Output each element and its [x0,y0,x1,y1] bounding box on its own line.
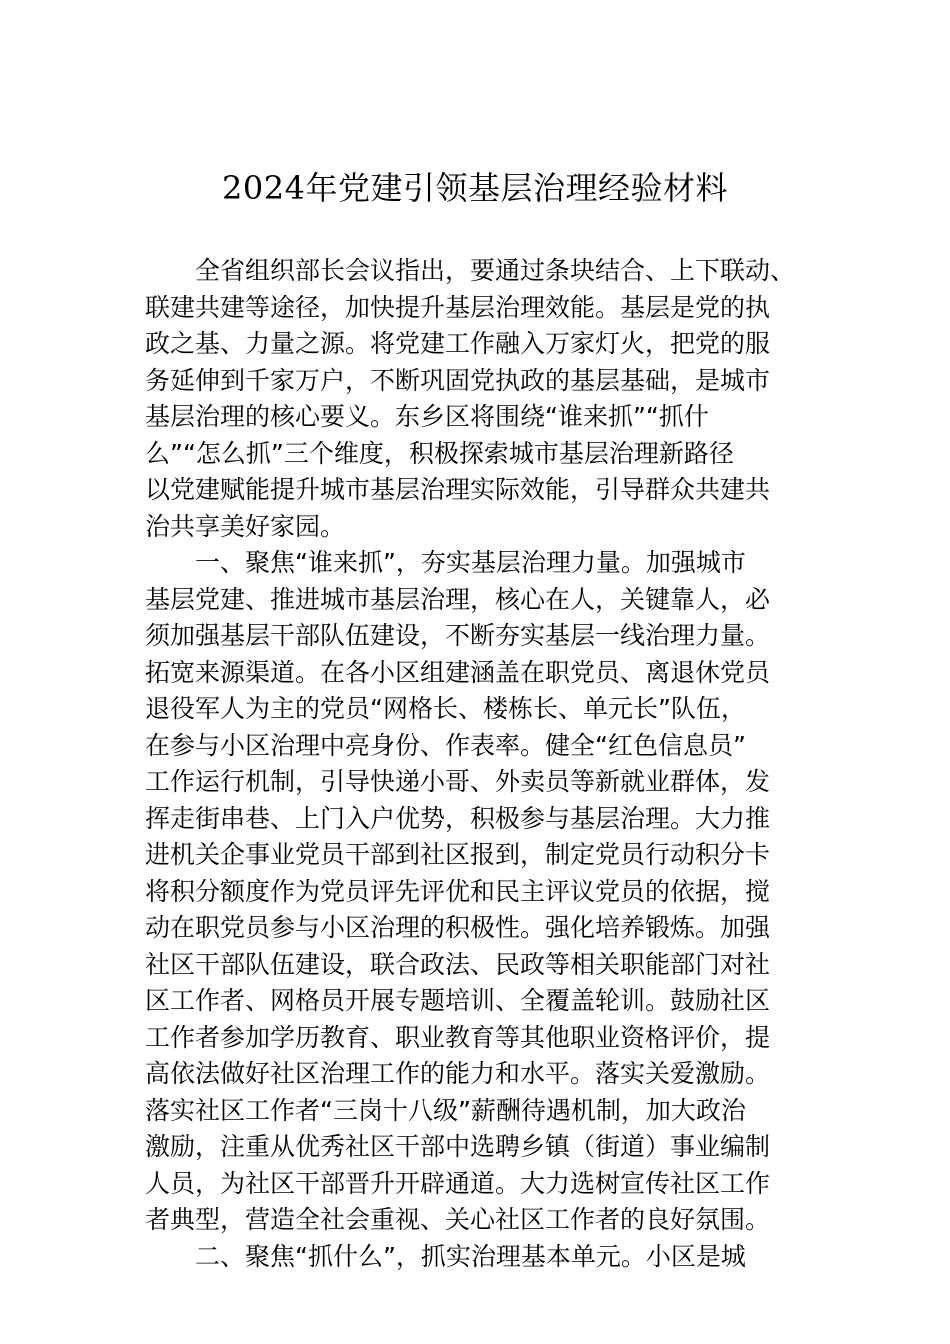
paragraph-line: 将积分额度作为党员评先评优和民主评议党员的依据，搅 [145,876,771,906]
paragraph-line: 么”“怎么抓”三个维度，积极探索城市基层治理新路径 [145,438,734,468]
paragraph-line: 落实社区工作者“三岗十八级”薪酬待遇机制，加大政治 [145,1095,746,1125]
paragraph-line: 者典型，营造全社会重视、关心社区工作者的良好氛围。 [145,1205,771,1234]
paragraph-line: 以党建赋能提升城市基层治理实际效能，引导群众共建共 [145,475,771,504]
paragraph-line: 工作者参加学历教育、职业教育等其他职业资格评价，提 [145,1022,771,1052]
paragraph-line: 人员，为社区干部晋升开辟通道。大力选树宣传社区工作 [145,1168,771,1198]
paragraph-line: 挥走街串巷、上门入户优势，积极参与基层治理。大力推 [145,803,771,833]
document-title: 2024年党建引领基层治理经验材料 [222,169,728,207]
paragraph-line: 退役军人为主的党员“网格长、楼栋长、单元长”队伍， [145,694,746,723]
paragraph-line: 二、聚焦“抓什么”，抓实治理基本单元。小区是城 [195,1241,746,1271]
paragraph-line: 高依法做好社区治理工作的能力和水平。落实关爱激励。 [145,1059,771,1088]
paragraph-line: 务延伸到千家万户，不断巩固党执政的基层基础，是城市 [145,365,771,395]
document-body [145,253,805,1275]
paragraph-line: 须加强基层干部队伍建设，不断夯实基层一线治理力量。 [145,621,771,650]
paragraph-line: 激励，注重从优秀社区干部中选聘乡镇（街道）事业编制 [145,1132,771,1161]
paragraph-line: 联建共建等途径，加快提升基层治理效能。基层是党的执 [145,292,771,322]
paragraph-line: 拓宽来源渠道。在各小区组建涵盖在职党员、离退休党员 [145,657,771,687]
paragraph-line: 一、聚焦“谁来抓”，夯实基层治理力量。加强城市 [195,548,746,577]
paragraph-line: 社区干部队伍建设，联合政法、民政等相关职能部门对社 [145,949,771,979]
paragraph-line: 进机关企事业党员干部到社区报到，制定党员行动积分卡 [145,840,771,869]
paragraph-line: 工作运行机制，引导快递小哥、外卖员等新就业群体，发 [145,767,771,796]
paragraph-line: 治共享美好家园。 [145,511,346,541]
paragraph-line: 全省组织部长会议指出，要通过条块结合、上下联动、 [195,256,796,285]
paragraph-line: 政之基、力量之源。将党建工作融入万家灯火，把党的服 [145,329,771,358]
paragraph-line: 在参与小区治理中亮身份、作表率。健全“红色信息员” [145,730,746,760]
paragraph-line: 区工作者、网格员开展专题培训、全覆盖轮训。鼓励社区 [145,986,771,1015]
paragraph-line: 动在职党员参与小区治理的积极性。强化培养锻炼。加强 [145,913,771,942]
paragraph-line: 基层治理的核心要义。东乡区将围绕“谁来抓”“抓什 [145,402,709,431]
paragraph-line: 基层党建、推进城市基层治理，核心在人，关键靠人，必 [145,584,771,614]
